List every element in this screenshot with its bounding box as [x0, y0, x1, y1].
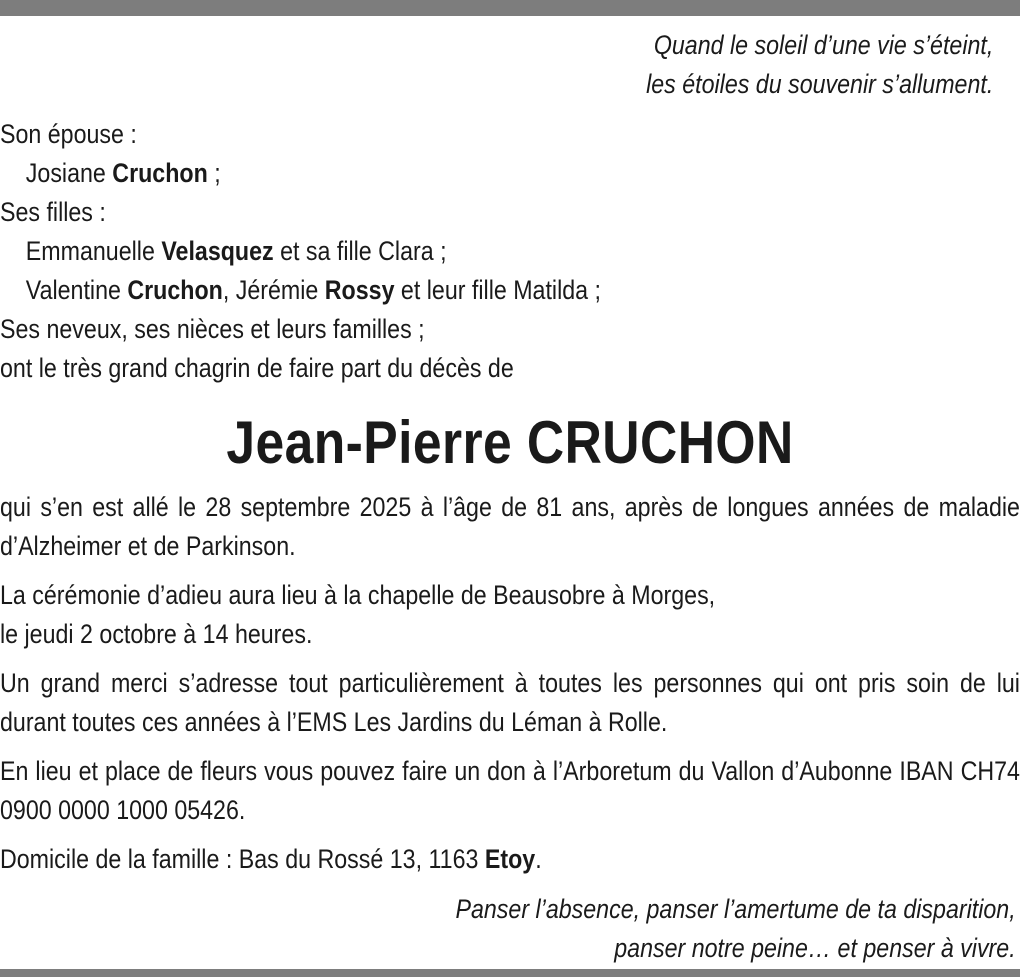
spouse-label: Son épouse : [0, 119, 137, 149]
bottom-rule [0, 969, 1020, 977]
death-paragraph: qui s’en est allé le 28 septembre 2025 à l’âge de 81 ans, après de longues années de maladie d’Alzheimer et de Parkinson. [0, 492, 1020, 561]
nephews-line: Ses neveux, ses nièces et leurs familles ; [0, 314, 425, 344]
ceremony-paragraph [0, 576, 1020, 654]
thanks-paragraph: Un grand merci s’adresse tout particulièrement à toutes les personnes qui ont pris soin de lui durant toutes ces années à l’EMS Les Jardins du Léman à Rolle. [0, 668, 1020, 737]
opening-quote [0, 26, 1020, 104]
opening-quote-line: Quand le soleil d’une vie s’éteint, [653, 30, 994, 60]
domicile-line: Domicile de la famille : Bas du Rossé 13, 1163 Etoy. [0, 844, 542, 874]
donation-paragraph: En lieu et place de fleurs vous pouvez faire un don à l’Arboretum du Vallon d’Aubonne IBAN CH74 0900 0000 1000 05426. [0, 756, 1020, 825]
family-list [0, 115, 1020, 388]
deceased-name: Jean-Pierre CRUCHON [226, 409, 794, 476]
spouse-entry: Josiane Cruchon ; [25, 158, 221, 188]
ceremony-line: La cérémonie d’adieu aura lieu à la chapelle de Beausobre à Morges, [0, 580, 716, 610]
closing-quote [0, 890, 1020, 968]
closing-quote-line: panser notre peine… et penser à vivre. [614, 933, 1016, 963]
announcement-line: ont le très grand chagrin de faire part du décès de [0, 353, 514, 383]
closing-quote-line: Panser l’absence, panser l’amertume de ta disparition, [455, 894, 1016, 924]
daughter-entry: Emmanuelle Velasquez et sa fille Clara ; [25, 236, 447, 266]
daughter-entry: Valentine Cruchon, Jérémie Rossy et leur fille Matilda ; [25, 275, 601, 305]
opening-quote-line: les étoiles du souvenir s’allument. [646, 69, 994, 99]
ceremony-line: le jeudi 2 octobre à 14 heures. [0, 619, 313, 649]
daughters-label: Ses filles : [0, 197, 106, 227]
